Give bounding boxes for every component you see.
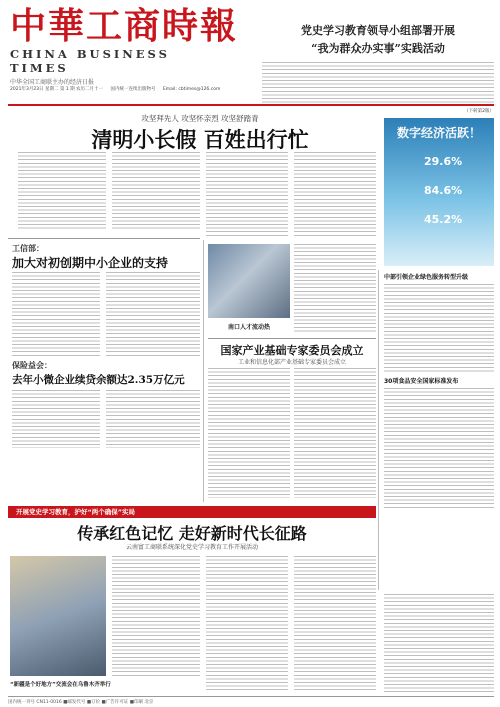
top-story-continue: （下转第2版） xyxy=(464,109,494,114)
left-story2-body-a xyxy=(12,390,100,448)
party-banner-text: 开展党史学习教育，护好“两个确保”实局 xyxy=(16,508,136,516)
bottom-story-body-b xyxy=(206,556,288,692)
left-story1-body-a xyxy=(12,272,100,358)
lead-title: 清明小长假 百姓出行忙 xyxy=(91,127,309,152)
stat-1: 29.6% xyxy=(424,155,463,168)
left-story2-body-b xyxy=(106,390,200,448)
infographic xyxy=(384,118,494,266)
mid-story-subtitle: 工业和信息化部产业基础专家委员会成立 xyxy=(237,359,346,366)
footer-text: 国内统一刊号 CN11-0016 ■邮发代号 ■订价 ■广告许可证 ■印刷 北京 xyxy=(8,700,154,705)
mid-story-body-b xyxy=(294,368,376,498)
serial-number: 国内统一连续出版物号 xyxy=(110,87,156,92)
lead-photo-text xyxy=(294,244,376,334)
bottom-photo xyxy=(10,556,106,676)
right-story2-title: 30项食品安全国家标准发布 xyxy=(384,378,459,385)
top-story-title-line2: “我为群众办实事”实践活动 xyxy=(311,42,445,55)
bottom-story-title: 传承红色记忆 走好新时代长征路 xyxy=(77,524,307,543)
top-story-body xyxy=(262,62,494,108)
lead-body-col2 xyxy=(112,152,200,230)
infographic-title: 数字经济活跃！ xyxy=(396,126,481,140)
mid-story-title: 国家产业基础专家委员会成立 xyxy=(220,344,364,357)
lead-kicker: 攻坚拜先人 攻坚怀亲烈 攻坚舒踏青 xyxy=(141,114,259,123)
newspaper-title: 中華工商時報 xyxy=(10,5,239,47)
column-divider xyxy=(378,270,379,590)
footer-rule xyxy=(8,696,494,697)
top-story xyxy=(262,22,494,112)
lead-body-col1 xyxy=(18,152,106,230)
right-story2-body xyxy=(384,388,494,508)
right-story1-title: 中部引领企业绿色服务转型升级 xyxy=(384,274,469,281)
lead-photo xyxy=(208,244,290,318)
masthead-info xyxy=(10,86,280,100)
lead-body-col3 xyxy=(206,152,288,238)
left-story1-body-b xyxy=(106,272,200,358)
rule xyxy=(208,338,376,339)
lead-body-col4 xyxy=(294,152,376,238)
stat-3: 45.2% xyxy=(424,213,463,226)
rule xyxy=(8,238,200,239)
column-divider xyxy=(203,240,204,502)
bottom-story-body-c xyxy=(294,556,376,692)
bottom-story-body-a xyxy=(112,556,200,676)
right-bottom-body xyxy=(384,594,494,692)
left-story2-kicker: 保险益会： xyxy=(12,361,52,370)
right-story1-body xyxy=(384,284,494,372)
stat-2: 84.6% xyxy=(424,184,463,197)
left-story2-title: 去年小微企业续贷余额达2.35万亿元 xyxy=(12,374,185,386)
lead-photo-caption: 南口人才流动热 xyxy=(227,324,270,331)
bottom-photo-caption: “新疆是个好地方”交流会在乌鲁木齐举行 xyxy=(10,682,111,688)
mid-story-body-a xyxy=(208,368,290,498)
masthead xyxy=(10,5,239,86)
party-banner xyxy=(8,506,376,518)
issue-date: 2021年3月23日 星期二 第 1 期 农历二月十一 xyxy=(10,87,104,92)
masthead-rule xyxy=(8,104,494,106)
left-story1-kicker: 工信部： xyxy=(12,244,44,253)
contact-email: Email: cbtimes@126.com xyxy=(162,87,221,92)
newspaper-slogan: 中华全国工商联主办的经济日报 xyxy=(10,79,95,86)
left-story1-title: 加大对初创期中小企业的支持 xyxy=(12,256,169,270)
bottom-story-subtitle: 云南富工商联系统深化党史学习教育工作开展活动 xyxy=(125,544,258,551)
top-story-title-line1: 党史学习教育领导小组部署开展 xyxy=(301,24,455,37)
newspaper-title-en: CHINA BUSINESS TIMES xyxy=(10,47,170,75)
